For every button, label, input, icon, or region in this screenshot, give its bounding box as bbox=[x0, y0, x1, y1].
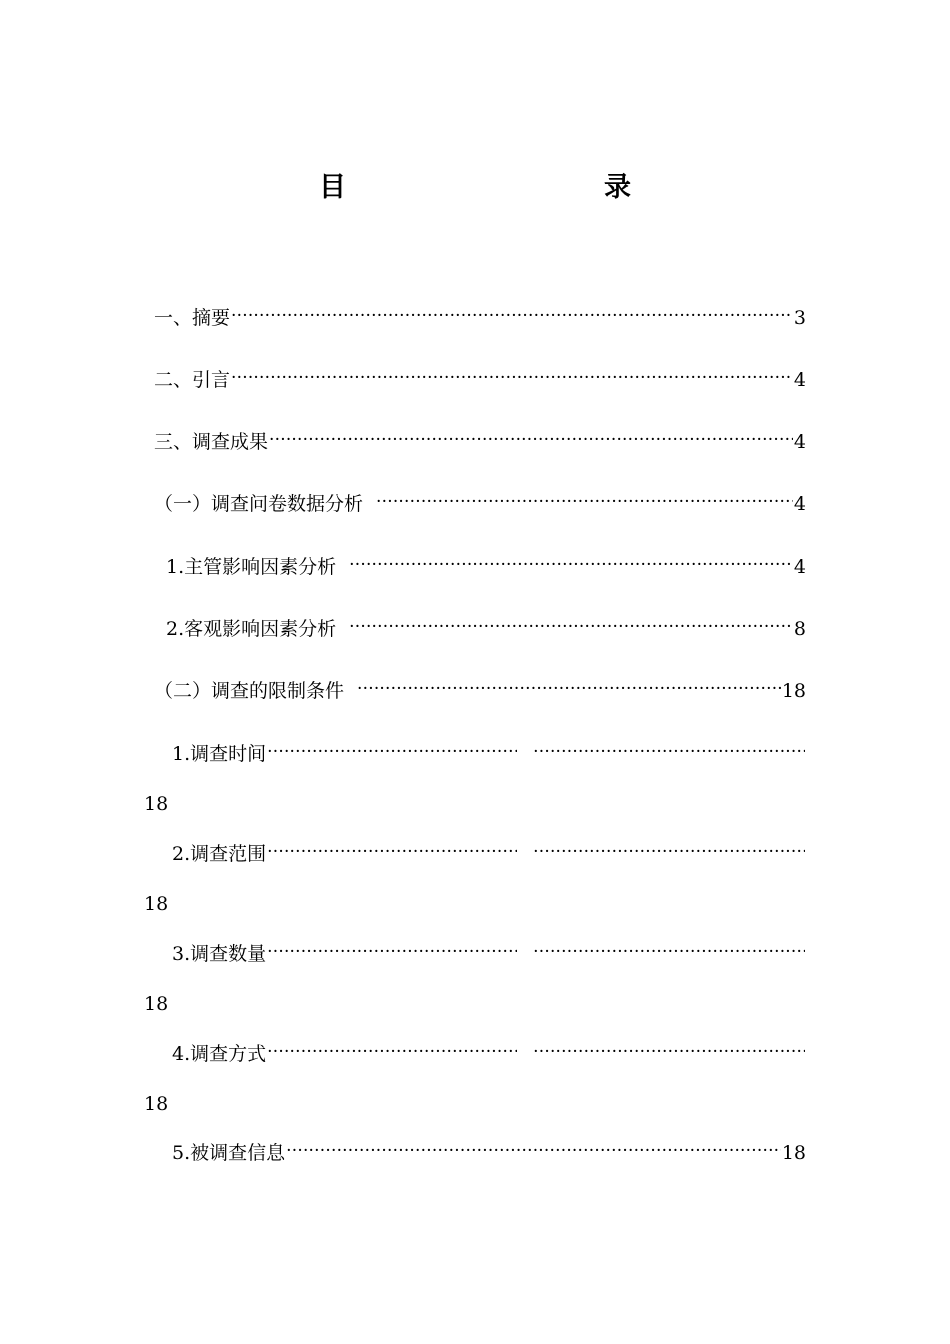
dot-leader bbox=[231, 302, 793, 330]
toc-entry-subjective-factors[interactable] bbox=[166, 553, 806, 581]
toc-entry-page: 4 bbox=[793, 369, 806, 391]
toc-entry-page: 18 bbox=[144, 893, 169, 915]
toc-entry-label: 2.调查范围 bbox=[172, 843, 267, 865]
toc-entry-page: 18 bbox=[144, 993, 169, 1015]
toc-entry-page: 18 bbox=[144, 1093, 169, 1115]
toc-entry-label: 5.被调查信息 bbox=[172, 1142, 286, 1164]
dot-leader bbox=[286, 1137, 781, 1165]
dot-leader bbox=[349, 551, 793, 579]
toc-entry-survey-limitations[interactable] bbox=[154, 677, 806, 705]
toc-entry-abstract[interactable] bbox=[154, 304, 806, 332]
dot-leader bbox=[533, 1038, 805, 1066]
dot-leader bbox=[269, 426, 793, 454]
dot-leader bbox=[376, 488, 793, 516]
toc-entry-survey-method[interactable] bbox=[172, 1040, 806, 1068]
dot-leader bbox=[533, 938, 805, 966]
toc-entry-survey-quantity[interactable] bbox=[172, 940, 806, 968]
toc-entry-page: 18 bbox=[144, 793, 169, 815]
dot-leader bbox=[267, 838, 517, 866]
dot-leader bbox=[267, 938, 517, 966]
toc-entry-page: 18 bbox=[781, 1142, 806, 1164]
toc-entry-page: 3 bbox=[793, 307, 806, 329]
toc-entry-label: 2.客观影响因素分析 bbox=[166, 618, 337, 640]
toc-entry-page: 8 bbox=[793, 618, 806, 640]
dot-leader bbox=[267, 1038, 517, 1066]
toc-entry-label: 三、调查成果 bbox=[154, 431, 269, 453]
toc-entry-label: 1.调查时间 bbox=[172, 743, 267, 765]
toc-entry-label: 1.主管影响因素分析 bbox=[166, 556, 337, 578]
toc-entry-page: 4 bbox=[793, 431, 806, 453]
dot-leader bbox=[533, 838, 805, 866]
dot-leader bbox=[533, 738, 805, 766]
toc-entry-label: （二）调查的限制条件 bbox=[154, 680, 345, 702]
toc-title: 目 录 bbox=[319, 172, 699, 203]
toc-entry-survey-time[interactable] bbox=[172, 740, 806, 768]
toc-entry-objective-factors[interactable] bbox=[166, 615, 806, 643]
toc-entry-page: 18 bbox=[781, 680, 806, 702]
dot-leader bbox=[357, 675, 781, 703]
toc-entry-label: 3.调查数量 bbox=[172, 943, 267, 965]
toc-entry-questionnaire-analysis[interactable] bbox=[154, 490, 806, 518]
dot-leader bbox=[231, 364, 793, 392]
toc-entry-respondent-info[interactable] bbox=[172, 1139, 806, 1167]
toc-entry-label: 4.调查方式 bbox=[172, 1043, 267, 1065]
toc-entry-survey-scope[interactable] bbox=[172, 840, 806, 868]
toc-entry-label: 一、摘要 bbox=[154, 307, 231, 329]
dot-leader bbox=[349, 613, 793, 641]
toc-entry-results[interactable] bbox=[154, 428, 806, 456]
toc-entry-page: 4 bbox=[793, 556, 806, 578]
toc-entry-page: 4 bbox=[793, 493, 806, 515]
toc-entry-introduction[interactable] bbox=[154, 366, 806, 394]
dot-leader bbox=[267, 738, 517, 766]
toc-entry-label: （一）调查问卷数据分析 bbox=[154, 493, 364, 515]
toc-entry-label: 二、引言 bbox=[154, 369, 231, 391]
